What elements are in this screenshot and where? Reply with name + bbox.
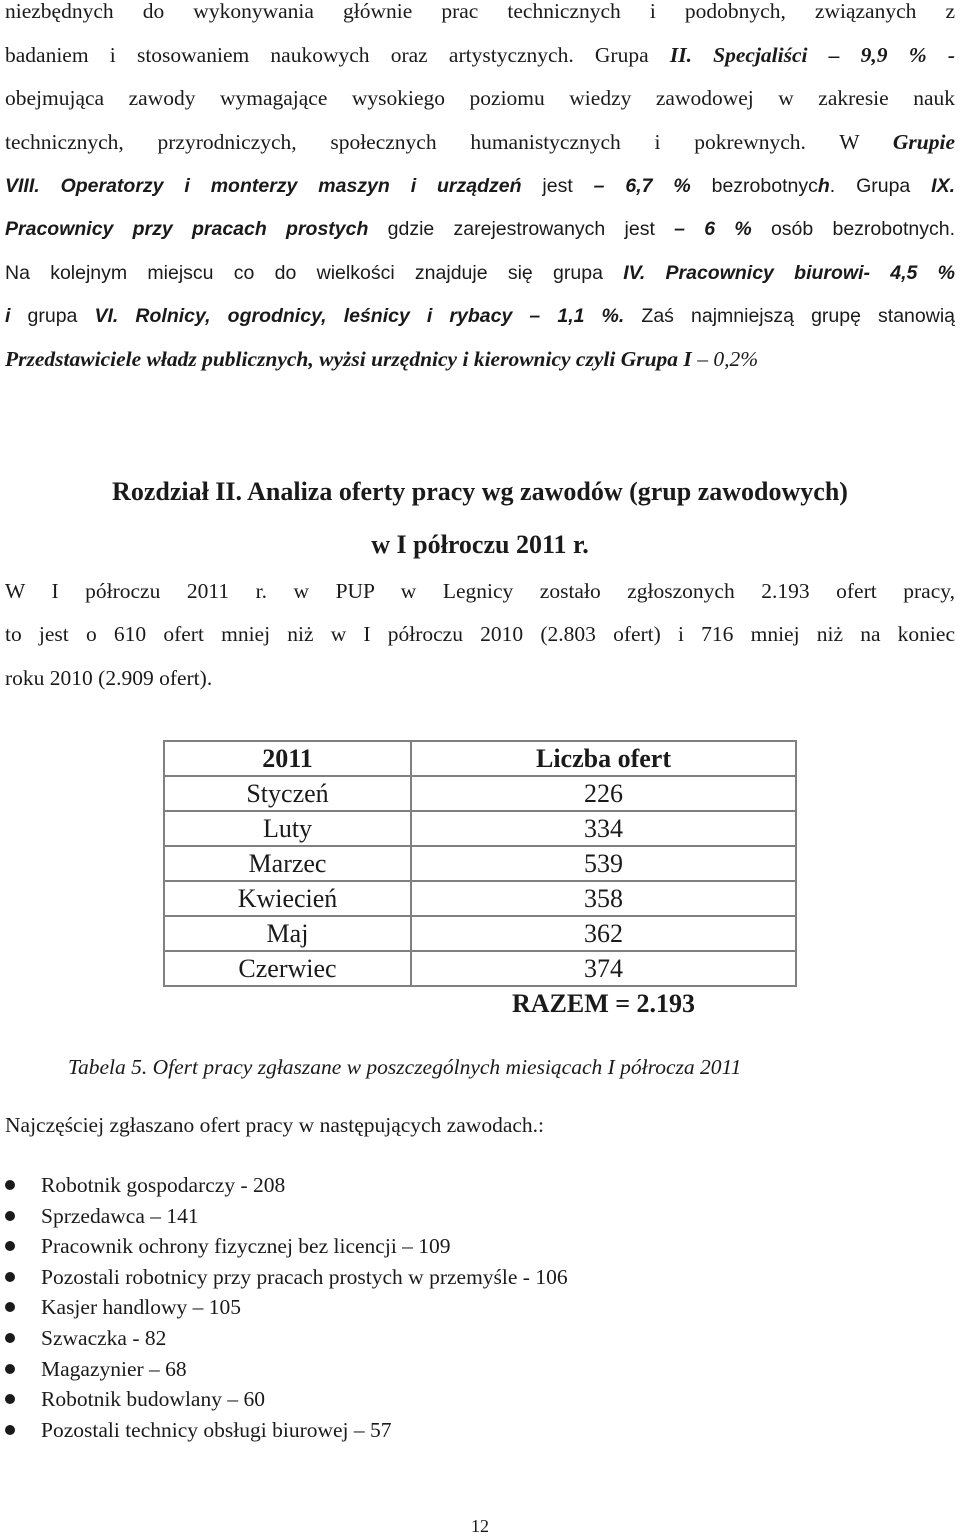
text-run: gdzie zarejestrowanych jest — [368, 218, 675, 240]
group-name: VIII. Operatorzy i monterzy maszyn i urządzeń — [5, 175, 522, 197]
percentage: – 6 % — [674, 218, 752, 240]
occupation-list — [0, 1170, 568, 1445]
bullet-icon — [5, 1425, 15, 1435]
list-item-text: Kasjer handlowy – 105 — [41, 1295, 242, 1320]
list-item-text: Robotnik gospodarczy - 208 — [41, 1173, 286, 1197]
paragraph-line: roku 2010 (2.909 ofert). — [5, 666, 213, 690]
paragraph-line: to jest o 610 ofert mniej niż w I półroczu 2010 (2.803 ofert) i 716 mniej niż na koniec — [5, 622, 955, 646]
text-run: i — [5, 305, 11, 327]
list-item — [0, 1170, 568, 1201]
list-item — [0, 1384, 568, 1415]
value-cell: 374 — [411, 951, 796, 986]
chapter-title: Rozdział II. Analiza oferty pracy wg zawodów (grup zawodowych) — [112, 477, 848, 506]
total-cell: RAZEM = 2.193 — [511, 989, 696, 1018]
list-item — [0, 1201, 568, 1232]
group-name: IX. — [931, 175, 955, 197]
text-run: technicznych, przyrodniczych, społecznych humanistycznych i pokrewnych. W — [5, 130, 893, 154]
text-run: bezrobotnyc — [690, 175, 818, 197]
text-run: Na kolejnym miejscu co do wielkości znajduje się grupa — [5, 262, 624, 284]
percentage: – 6,7 % — [593, 175, 691, 197]
table-caption: Tabela 5. Ofert pracy zgłaszane w poszczególnych miesiącach I półrocza 2011 — [68, 1055, 742, 1079]
paragraph-line — [5, 127, 955, 157]
table-header-cell: Liczba ofert — [411, 741, 796, 776]
list-item-text: Robotnik budowlany – 60 — [41, 1387, 265, 1412]
list-item-text: Szwaczka - 82 — [41, 1325, 167, 1350]
paragraph-line: W I półroczu 2011 r. w PUP w Legnicy zostało zgłoszonych 2.193 ofert pracy, — [5, 579, 955, 603]
group-name: II. Specjaliści – 9,9 % - — [669, 43, 956, 67]
list-item — [0, 1323, 568, 1354]
table-row — [164, 846, 796, 881]
empty-cell — [164, 986, 411, 1020]
group-name: VI. Rolnicy, ogrodnicy, leśnicy i rybacy – 1,1 %. — [94, 305, 625, 327]
list-item-text: Sprzedawca – 141 — [41, 1203, 199, 1228]
group-name: Pracownicy przy pracach prostych — [5, 218, 369, 240]
paragraph-line: niezbędnych do wykonywania głównie prac technicznych i podobnych, związanych z — [5, 0, 955, 23]
table-row — [164, 881, 796, 916]
list-item — [0, 1262, 568, 1293]
text-run: Zaś najmniejszą grupę stanowią — [624, 305, 956, 327]
percentage: – 0,2% — [691, 347, 759, 371]
bullet-icon — [5, 1364, 15, 1374]
group-name: Grupie — [892, 130, 955, 154]
group-name: Przedstawiciele władz publicznych, wyżsi urzędnicy i kierownicy czyli Grupa I — [5, 347, 692, 371]
list-item-text: Pozostali robotnicy przy pracach prostych w przemyśle - 106 — [41, 1264, 568, 1289]
text-run: grupa — [10, 305, 95, 327]
list-item-text: Pozostali technicy obsługi biurowej – 57 — [41, 1417, 392, 1442]
paragraph-line — [5, 171, 955, 201]
paragraph-line: obejmująca zawody wymagające wysokiego poziomu wiedzy zawodowej w zakresie nauk — [5, 86, 955, 110]
paragraph-line — [5, 258, 955, 288]
bullet-icon — [5, 1333, 15, 1343]
paragraph-line — [5, 40, 955, 70]
list-item — [0, 1415, 568, 1446]
value-cell: 334 — [411, 811, 796, 846]
bullet-icon — [5, 1302, 15, 1312]
value-cell: 358 — [411, 881, 796, 916]
month-cell: Marzec — [164, 846, 411, 881]
table-row — [164, 916, 796, 951]
month-cell: Styczeń — [164, 776, 411, 811]
bullet-icon — [5, 1180, 15, 1190]
offers-table — [163, 740, 797, 1020]
text-run: jest — [521, 175, 594, 197]
month-cell: Luty — [164, 811, 411, 846]
paragraph-line — [5, 301, 955, 331]
paragraph-line — [5, 344, 955, 374]
month-cell: Czerwiec — [164, 951, 411, 986]
text-run: badaniem i stosowaniem naukowych oraz artystycznych. Grupa — [5, 43, 670, 67]
table-row — [164, 951, 796, 986]
text-run: osób bezrobotnych. — [751, 218, 955, 240]
table-total-row — [164, 986, 796, 1020]
value-cell: 226 — [411, 776, 796, 811]
page-number: 12 — [471, 1516, 489, 1536]
table-row — [164, 811, 796, 846]
month-cell: Kwiecień — [164, 881, 411, 916]
list-item-text: Magazynier – 68 — [41, 1356, 187, 1381]
bullet-icon — [5, 1394, 15, 1404]
bullet-icon — [5, 1272, 15, 1282]
group-name: IV. Pracownicy biurowi- 4,5 % — [623, 262, 955, 284]
month-cell: Maj — [164, 916, 411, 951]
list-intro: Najczęściej zgłaszano ofert pracy w następujących zawodach.: — [5, 1113, 545, 1137]
list-item — [0, 1354, 568, 1385]
value-cell: 539 — [411, 846, 796, 881]
text-run: h — [817, 175, 830, 197]
table-header-row — [164, 741, 796, 776]
paragraph-line — [5, 214, 955, 244]
bullet-icon — [5, 1211, 15, 1221]
text-run: . Grupa — [829, 175, 932, 197]
bullet-icon — [5, 1241, 15, 1251]
value-cell: 362 — [411, 916, 796, 951]
list-item — [0, 1231, 568, 1262]
chapter-title-line2: w I półroczu 2011 r. — [371, 530, 589, 559]
table-row — [164, 776, 796, 811]
list-item — [0, 1292, 568, 1323]
table-header-cell: 2011 — [164, 741, 411, 776]
list-item-text: Pracownik ochrony fizycznej bez licencji – 109 — [41, 1234, 451, 1259]
